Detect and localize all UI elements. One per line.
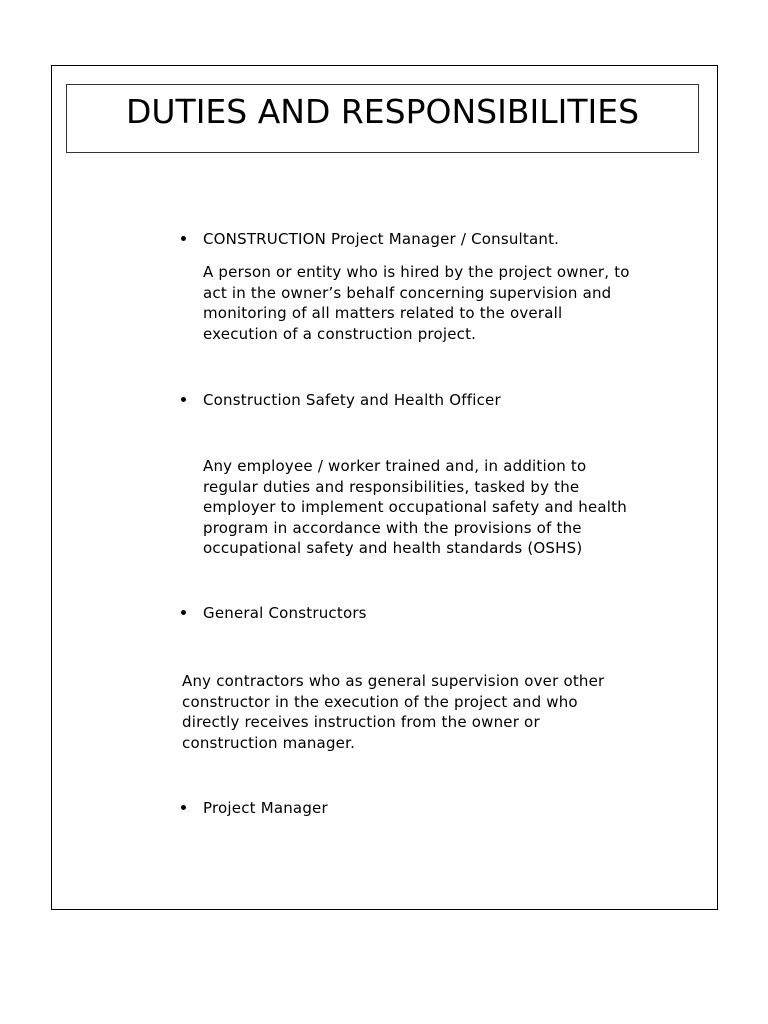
description-line: monitoring of all matters related to the overall	[203, 304, 563, 322]
bullet-heading: CONSTRUCTION Project Manager / Consultant.	[203, 230, 560, 248]
description-line: employer to implement occupational safety and health	[203, 498, 627, 516]
description-line: A person or entity who is hired by the project owner, to	[203, 263, 630, 281]
description-line: directly receives instruction from the owner or	[182, 713, 540, 731]
bullet-heading: Project Manager	[203, 799, 328, 817]
description-line: occupational safety and health standards (OSHS)	[203, 539, 583, 557]
description-line: construction manager.	[182, 733, 356, 752]
bullet-dot-icon	[181, 610, 186, 615]
bullet-dot-icon	[181, 805, 186, 810]
description-line: constructor in the execution of the project and who	[182, 692, 578, 711]
item-description	[182, 671, 604, 753]
page-title: DUTIES AND RESPONSIBILITIES	[125, 92, 640, 131]
description-line: regular duties and responsibilities, tasked by the	[203, 477, 580, 496]
description-line: Any contractors who as general supervision over other	[182, 672, 605, 690]
bullet-heading: Construction Safety and Health Officer	[203, 391, 501, 409]
bullet-dot-icon	[181, 236, 186, 241]
description-line: program in accordance with the provisions of the	[203, 518, 582, 537]
description-line: execution of a construction project.	[203, 324, 477, 343]
title-box	[66, 84, 699, 153]
item-description	[203, 456, 627, 559]
item-description	[203, 262, 630, 344]
description-line: act in the owner’s behalf concerning supervision and	[203, 283, 612, 302]
description-line: Any employee / worker trained and, in addition to	[203, 457, 587, 475]
bullet-dot-icon	[181, 397, 186, 402]
bullet-heading: General Constructors	[203, 604, 367, 622]
